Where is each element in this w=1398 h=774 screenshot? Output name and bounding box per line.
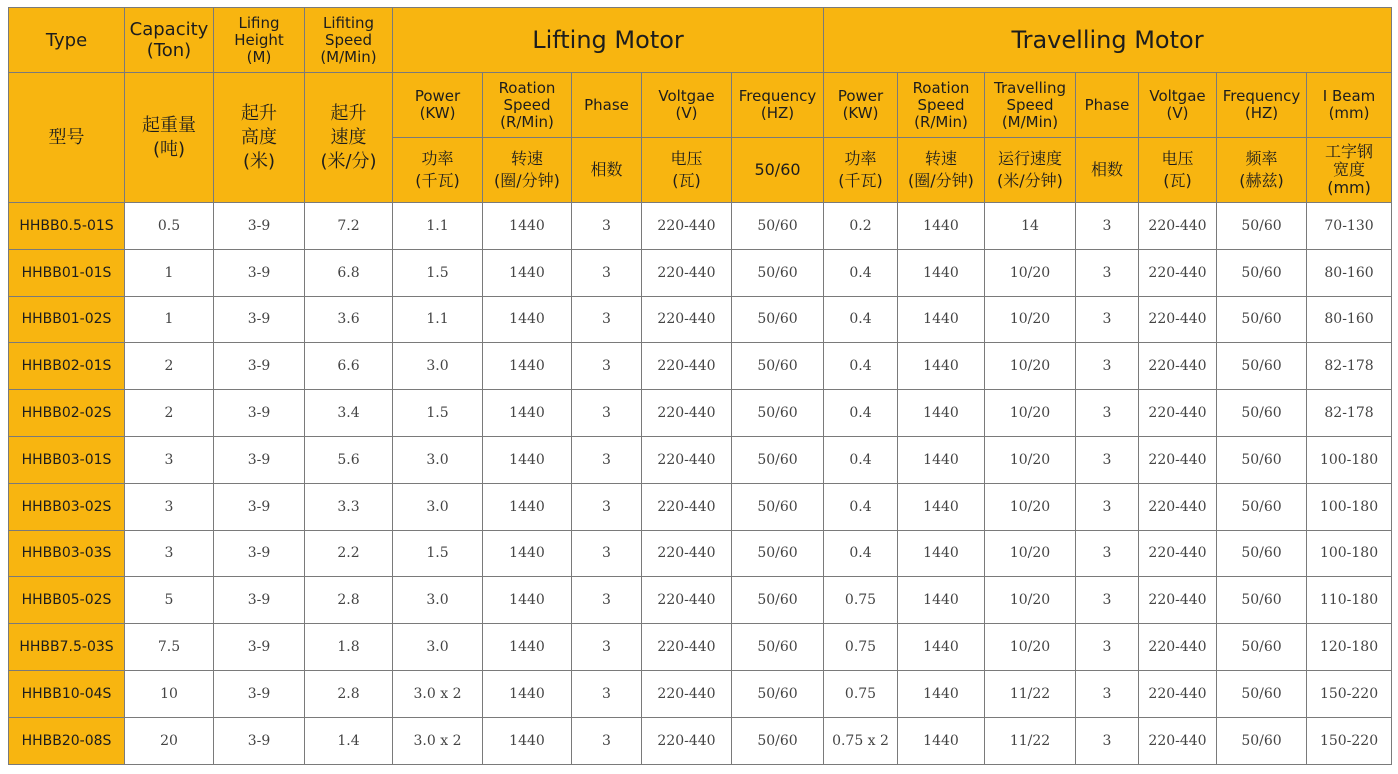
cell-model: HHBB02-01S [9,343,125,390]
header-tm-travel-speed-cn: 运行速度 (米/分钟) [985,138,1076,203]
cell-tm-power: 0.75 [824,577,898,624]
cell-lm-power: 1.5 [393,530,483,577]
cell-lm-power: 3.0 [393,343,483,390]
header-tm-rotation: Roation Speed (R/Min) [898,73,985,138]
header-tm-travel-speed: Travelling Speed (M/Min) [985,73,1076,138]
table-row [9,343,1392,390]
cell-lm-power: 3.0 [393,436,483,483]
cell-tm-beam: 70-130 [1307,203,1392,250]
header-capacity: Capacity (Ton) [125,8,214,73]
cell-capacity: 2 [125,390,214,437]
cell-lm-voltage: 220-440 [642,343,732,390]
cell-tm-voltage: 220-440 [1139,343,1217,390]
cell-lifting-speed: 6.6 [305,343,393,390]
cell-tm-power: 0.4 [824,390,898,437]
cell-lifting-speed: 6.8 [305,249,393,296]
cell-tm-power: 0.2 [824,203,898,250]
cell-tm-rotation: 1440 [898,203,985,250]
cell-lifting-height: 3-9 [214,530,305,577]
cell-lm-voltage: 220-440 [642,670,732,717]
header-lm-phase: Phase [572,73,642,138]
cell-tm-frequency: 50/60 [1217,483,1307,530]
cell-tm-frequency: 50/60 [1217,296,1307,343]
cell-lifting-height: 3-9 [214,390,305,437]
cell-lm-frequency: 50/60 [732,343,824,390]
table-row [9,296,1392,343]
cell-tm-travel-speed: 10/20 [985,530,1076,577]
header-lifting-motor: Lifting Motor [393,8,824,73]
cell-lm-frequency: 50/60 [732,530,824,577]
cell-lm-power: 1.5 [393,390,483,437]
header-speed-cn: 起升 速度 (米/分) [305,73,393,203]
header-tm-beam-cn: 工字钢 宽度 (mm) [1307,138,1392,203]
cell-model: HHBB05-02S [9,577,125,624]
cell-tm-rotation: 1440 [898,530,985,577]
cell-tm-voltage: 220-440 [1139,577,1217,624]
header-lm-voltage: Voltgae (V) [642,73,732,138]
cell-lifting-speed: 3.3 [305,483,393,530]
cell-tm-beam: 80-160 [1307,249,1392,296]
cell-capacity: 2 [125,343,214,390]
cell-tm-rotation: 1440 [898,436,985,483]
cell-lm-rotation: 1440 [483,436,572,483]
cell-model: HHBB03-03S [9,530,125,577]
cell-tm-rotation: 1440 [898,390,985,437]
cell-tm-travel-speed: 10/20 [985,296,1076,343]
header-lifting-height: Lifing Height (M) [214,8,305,73]
cell-lm-frequency: 50/60 [732,670,824,717]
cell-tm-travel-speed: 10/20 [985,390,1076,437]
cell-tm-rotation: 1440 [898,249,985,296]
cell-tm-beam: 150-220 [1307,670,1392,717]
cell-tm-rotation: 1440 [898,717,985,764]
cell-model: HHBB20-08S [9,717,125,764]
cell-tm-voltage: 220-440 [1139,483,1217,530]
cell-lifting-height: 3-9 [214,296,305,343]
cell-lm-rotation: 1440 [483,577,572,624]
cell-model: HHBB03-02S [9,483,125,530]
cell-capacity: 3 [125,436,214,483]
cell-capacity: 1 [125,249,214,296]
cell-lm-power: 1.1 [393,203,483,250]
header-capacity-cn: 起重量 (吨) [125,73,214,203]
cell-tm-beam: 100-180 [1307,436,1392,483]
header-row-2 [9,73,1392,138]
cell-model: HHBB03-01S [9,436,125,483]
table-row [9,670,1392,717]
cell-tm-voltage: 220-440 [1139,670,1217,717]
cell-lifting-height: 3-9 [214,577,305,624]
header-row-1 [9,8,1392,73]
cell-lm-frequency: 50/60 [732,249,824,296]
cell-model: HHBB01-02S [9,296,125,343]
header-lm-voltage-cn: 电压 (瓦) [642,138,732,203]
cell-tm-voltage: 220-440 [1139,436,1217,483]
table-row [9,249,1392,296]
cell-lm-rotation: 1440 [483,249,572,296]
cell-tm-frequency: 50/60 [1217,624,1307,671]
header-lm-phase-cn: 相数 [572,138,642,203]
header-tm-power-cn: 功率 (千瓦) [824,138,898,203]
cell-lm-voltage: 220-440 [642,436,732,483]
cell-capacity: 1 [125,296,214,343]
cell-lm-rotation: 1440 [483,203,572,250]
cell-lm-rotation: 1440 [483,296,572,343]
table-row [9,483,1392,530]
cell-tm-beam: 150-220 [1307,717,1392,764]
cell-tm-beam: 120-180 [1307,624,1392,671]
cell-lm-voltage: 220-440 [642,390,732,437]
cell-lifting-speed: 1.4 [305,717,393,764]
cell-lifting-speed: 7.2 [305,203,393,250]
cell-tm-beam: 110-180 [1307,577,1392,624]
cell-tm-frequency: 50/60 [1217,390,1307,437]
header-travelling-motor: Travelling Motor [824,8,1392,73]
spec-table-wrapper [8,7,1391,765]
cell-capacity: 20 [125,717,214,764]
table-row [9,577,1392,624]
cell-tm-phase: 3 [1076,670,1139,717]
table-row [9,530,1392,577]
cell-lm-phase: 3 [572,249,642,296]
cell-tm-voltage: 220-440 [1139,530,1217,577]
cell-lm-frequency: 50/60 [732,390,824,437]
cell-tm-travel-speed: 10/20 [985,343,1076,390]
cell-lifting-speed: 2.8 [305,577,393,624]
header-lifting-speed: Lifiting Speed (M/Min) [305,8,393,73]
cell-lm-rotation: 1440 [483,717,572,764]
cell-lm-phase: 3 [572,203,642,250]
cell-lm-rotation: 1440 [483,390,572,437]
cell-tm-phase: 3 [1076,343,1139,390]
cell-tm-phase: 3 [1076,390,1139,437]
cell-tm-phase: 3 [1076,203,1139,250]
cell-tm-power: 0.4 [824,436,898,483]
cell-model: HHBB0.5-01S [9,203,125,250]
cell-lm-voltage: 220-440 [642,624,732,671]
cell-lifting-height: 3-9 [214,343,305,390]
cell-tm-beam: 100-180 [1307,483,1392,530]
cell-lifting-height: 3-9 [214,717,305,764]
cell-lm-phase: 3 [572,343,642,390]
cell-tm-rotation: 1440 [898,670,985,717]
cell-tm-rotation: 1440 [898,577,985,624]
table-row [9,624,1392,671]
cell-lm-phase: 3 [572,670,642,717]
cell-tm-beam: 80-160 [1307,296,1392,343]
header-tm-frequency: Frequency (HZ) [1217,73,1307,138]
cell-lm-power: 3.0 [393,483,483,530]
header-lm-power-cn: 功率 (千瓦) [393,138,483,203]
header-lm-frequency: Frequency (HZ) [732,73,824,138]
cell-tm-frequency: 50/60 [1217,717,1307,764]
cell-lm-phase: 3 [572,296,642,343]
header-type: Type [9,8,125,73]
cell-lm-phase: 3 [572,530,642,577]
header-tm-voltage: Voltgae (V) [1139,73,1217,138]
cell-tm-voltage: 220-440 [1139,717,1217,764]
cell-capacity: 3 [125,530,214,577]
cell-tm-rotation: 1440 [898,483,985,530]
cell-tm-phase: 3 [1076,483,1139,530]
cell-tm-power: 0.75 [824,624,898,671]
cell-lm-phase: 3 [572,390,642,437]
cell-lm-voltage: 220-440 [642,296,732,343]
cell-lm-voltage: 220-440 [642,203,732,250]
cell-lifting-height: 3-9 [214,436,305,483]
cell-capacity: 10 [125,670,214,717]
cell-lm-power: 1.5 [393,249,483,296]
cell-tm-phase: 3 [1076,530,1139,577]
cell-lm-frequency: 50/60 [732,577,824,624]
cell-tm-voltage: 220-440 [1139,624,1217,671]
hoist-spec-table [8,7,1392,765]
header-tm-voltage-cn: 电压 (瓦) [1139,138,1217,203]
cell-lm-frequency: 50/60 [732,203,824,250]
cell-lm-power: 3.0 [393,624,483,671]
cell-tm-rotation: 1440 [898,624,985,671]
table-head [9,8,1392,203]
cell-tm-phase: 3 [1076,436,1139,483]
cell-tm-travel-speed: 11/22 [985,670,1076,717]
cell-model: HHBB02-02S [9,390,125,437]
cell-lm-voltage: 220-440 [642,483,732,530]
cell-model: HHBB7.5-03S [9,624,125,671]
cell-lm-phase: 3 [572,483,642,530]
cell-lm-voltage: 220-440 [642,249,732,296]
cell-lifting-speed: 5.6 [305,436,393,483]
cell-lm-rotation: 1440 [483,530,572,577]
cell-tm-phase: 3 [1076,717,1139,764]
cell-lm-phase: 3 [572,624,642,671]
table-row [9,717,1392,764]
cell-lm-voltage: 220-440 [642,577,732,624]
cell-tm-power: 0.75 x 2 [824,717,898,764]
header-tm-power: Power (KW) [824,73,898,138]
cell-tm-frequency: 50/60 [1217,577,1307,624]
cell-lifting-height: 3-9 [214,483,305,530]
header-tm-phase-cn: 相数 [1076,138,1139,203]
header-tm-frequency-cn: 频率 (赫兹) [1217,138,1307,203]
cell-tm-voltage: 220-440 [1139,390,1217,437]
cell-tm-frequency: 50/60 [1217,343,1307,390]
cell-tm-travel-speed: 10/20 [985,436,1076,483]
cell-tm-beam: 100-180 [1307,530,1392,577]
cell-lm-rotation: 1440 [483,624,572,671]
cell-lm-phase: 3 [572,717,642,764]
table-row [9,390,1392,437]
cell-lm-phase: 3 [572,436,642,483]
cell-lifting-speed: 3.4 [305,390,393,437]
cell-tm-phase: 3 [1076,624,1139,671]
cell-lm-frequency: 50/60 [732,717,824,764]
cell-lm-rotation: 1440 [483,343,572,390]
cell-lifting-height: 3-9 [214,249,305,296]
cell-tm-travel-speed: 14 [985,203,1076,250]
header-model-cn: 型号 [9,73,125,203]
header-lm-frequency-cn: 50/60 [732,138,824,203]
cell-lm-power: 3.0 x 2 [393,670,483,717]
cell-model: HHBB10-04S [9,670,125,717]
cell-lifting-speed: 1.8 [305,624,393,671]
header-tm-rotation-cn: 转速 (圈/分钟) [898,138,985,203]
cell-capacity: 7.5 [125,624,214,671]
header-lm-rotation: Roation Speed (R/Min) [483,73,572,138]
cell-tm-beam: 82-178 [1307,390,1392,437]
cell-tm-power: 0.4 [824,483,898,530]
cell-lm-power: 3.0 x 2 [393,717,483,764]
header-height-cn: 起升 高度 (米) [214,73,305,203]
header-tm-beam: I Beam (mm) [1307,73,1392,138]
cell-tm-phase: 3 [1076,296,1139,343]
cell-tm-beam: 82-178 [1307,343,1392,390]
cell-lifting-speed: 2.8 [305,670,393,717]
cell-lm-frequency: 50/60 [732,483,824,530]
cell-tm-rotation: 1440 [898,296,985,343]
cell-tm-voltage: 220-440 [1139,296,1217,343]
cell-tm-power: 0.75 [824,670,898,717]
cell-capacity: 0.5 [125,203,214,250]
cell-tm-travel-speed: 10/20 [985,624,1076,671]
cell-lm-frequency: 50/60 [732,624,824,671]
table-row [9,436,1392,483]
cell-tm-frequency: 50/60 [1217,436,1307,483]
cell-lifting-height: 3-9 [214,624,305,671]
cell-tm-power: 0.4 [824,296,898,343]
cell-lm-rotation: 1440 [483,483,572,530]
cell-tm-travel-speed: 10/20 [985,483,1076,530]
cell-tm-power: 0.4 [824,343,898,390]
cell-tm-phase: 3 [1076,577,1139,624]
cell-tm-voltage: 220-440 [1139,249,1217,296]
cell-lm-rotation: 1440 [483,670,572,717]
cell-tm-frequency: 50/60 [1217,203,1307,250]
cell-lm-frequency: 50/60 [732,436,824,483]
cell-tm-frequency: 50/60 [1217,530,1307,577]
cell-lm-frequency: 50/60 [732,296,824,343]
table-row [9,203,1392,250]
cell-lm-voltage: 220-440 [642,530,732,577]
cell-tm-frequency: 50/60 [1217,249,1307,296]
cell-lm-phase: 3 [572,577,642,624]
cell-tm-travel-speed: 11/22 [985,717,1076,764]
header-lm-rotation-cn: 转速 (圈/分钟) [483,138,572,203]
cell-lm-power: 3.0 [393,577,483,624]
cell-tm-voltage: 220-440 [1139,203,1217,250]
header-tm-phase: Phase [1076,73,1139,138]
cell-tm-power: 0.4 [824,530,898,577]
cell-tm-power: 0.4 [824,249,898,296]
cell-capacity: 5 [125,577,214,624]
cell-capacity: 3 [125,483,214,530]
cell-tm-frequency: 50/60 [1217,670,1307,717]
cell-tm-travel-speed: 10/20 [985,577,1076,624]
cell-tm-rotation: 1440 [898,343,985,390]
cell-lifting-height: 3-9 [214,670,305,717]
cell-lifting-speed: 2.2 [305,530,393,577]
cell-tm-phase: 3 [1076,249,1139,296]
cell-lifting-speed: 3.6 [305,296,393,343]
cell-tm-travel-speed: 10/20 [985,249,1076,296]
cell-lifting-height: 3-9 [214,203,305,250]
table-body [9,203,1392,765]
header-lm-power: Power (KW) [393,73,483,138]
cell-lm-voltage: 220-440 [642,717,732,764]
cell-lm-power: 1.1 [393,296,483,343]
cell-model: HHBB01-01S [9,249,125,296]
